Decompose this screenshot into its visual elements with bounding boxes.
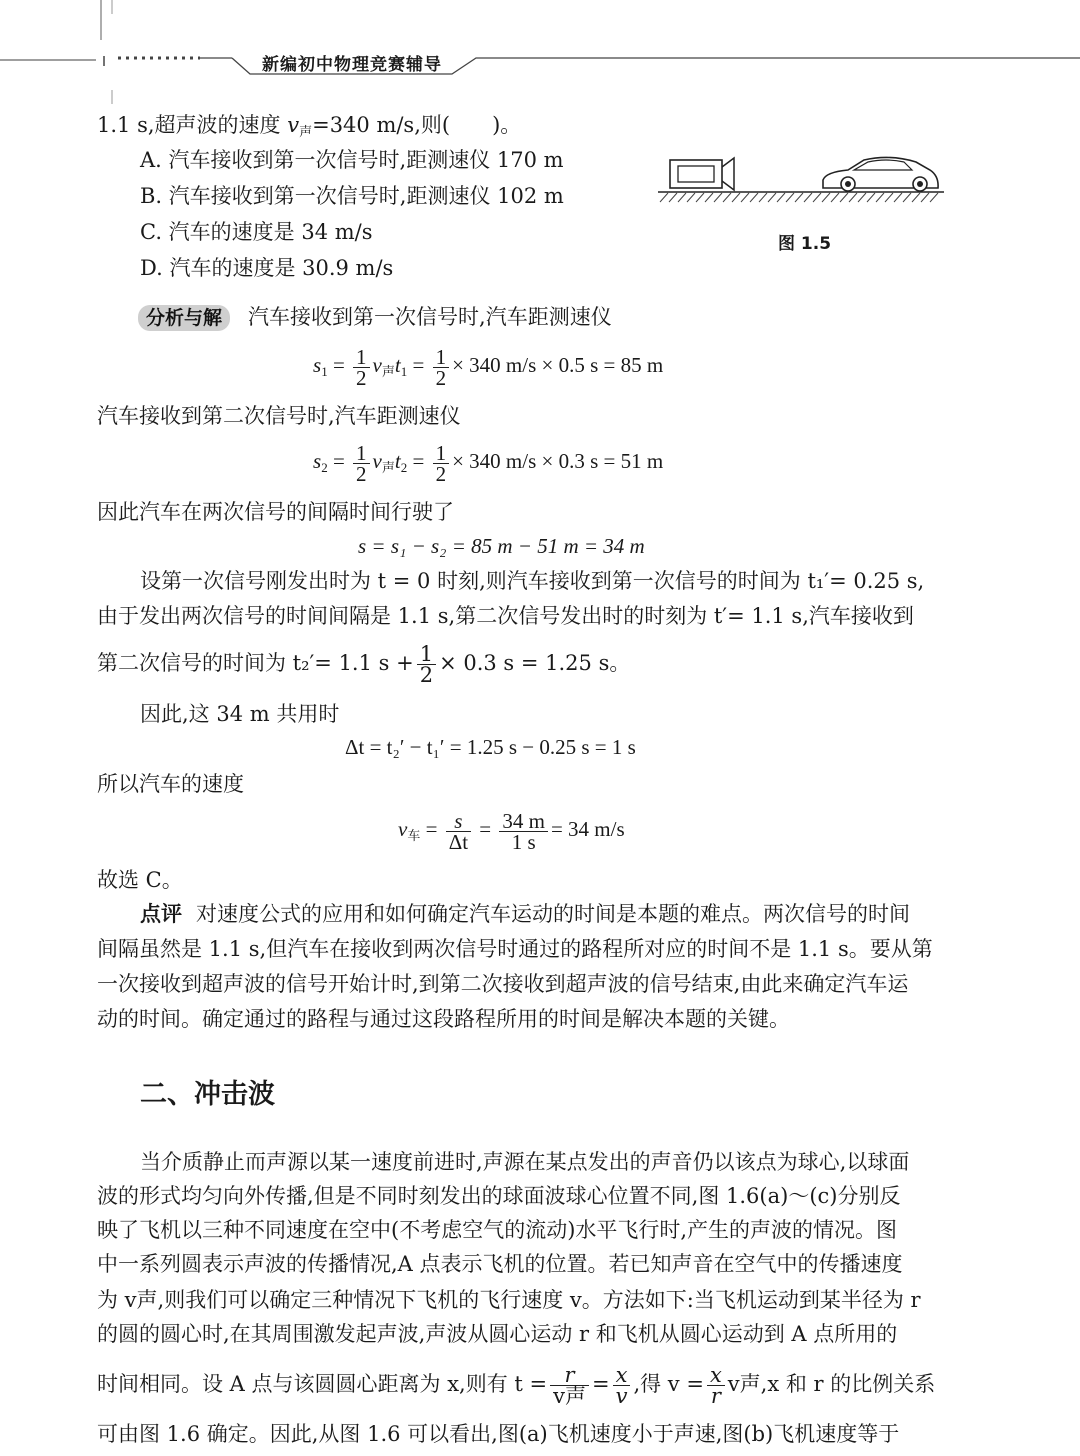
ground-hatching bbox=[660, 193, 938, 202]
fraction: $\frac{1}{2}$ bbox=[433, 347, 450, 388]
line-second-signal: 汽车接收到第二次信号时,汽车距测速仪 bbox=[97, 404, 461, 428]
body-line: 为 v声,则我们可以确定三种情况下飞机的飞行速度 v。方法如下:当飞机运动到某半径为 r bbox=[97, 1288, 921, 1312]
line-total-time: 因此,这 34 m 共用时 bbox=[140, 702, 340, 726]
option-c: C. 汽车的速度是 34 m/s bbox=[140, 220, 373, 244]
body-line: 中一系列圆表示声波的传播情况,A 点表示飞机的位置。若已知声音在空气中的传播速度 bbox=[97, 1252, 903, 1276]
equation-delta-t: Δt = t₂′ − t₁′ = 1.25 s − 0.25 s = 1 s bbox=[345, 735, 636, 759]
header-rule bbox=[0, 0, 1080, 110]
fraction: $\frac{r}{\text{v声}}$ bbox=[550, 1365, 589, 1406]
body-line: 映了飞机以三种不同速度在空中(不考虑空气的流动)水平飞行时,产生的声波的情况。图 bbox=[97, 1218, 898, 1242]
header-title: 新编初中物理竞赛辅导 bbox=[262, 55, 442, 75]
line-car-speed: 所以汽车的速度 bbox=[97, 772, 244, 796]
answer-line: 故选 C。 bbox=[97, 868, 183, 892]
fraction: $\frac{1}{2}$ bbox=[353, 347, 370, 388]
analysis-badge: 分析与解 bbox=[138, 305, 230, 331]
fraction: $\frac{s}{\Delta t}$ bbox=[446, 811, 471, 852]
car-icon bbox=[823, 157, 938, 191]
fraction: $\frac{1}{2}$ bbox=[353, 443, 370, 484]
equation-v-car: $v_车$ = $\frac{s}{\Delta t}$ = $\frac{34 m}{1 s}$ = 34 m/s bbox=[398, 808, 625, 854]
fraction: $\frac{1}{2}$ bbox=[417, 644, 436, 685]
comment-line: 一次接收到超声波的信号开始计时,到第二次接收到超声波的信号结束,由此来确定汽车运 bbox=[97, 972, 909, 996]
body-line: 波的形式均匀向外传播,但是不同时刻发出的球面波球心位置不同,图 1.6(a)～(c)分别反 bbox=[97, 1184, 901, 1208]
option-b: B. 汽车接收到第一次信号时,距测速仪 102 m bbox=[140, 184, 564, 208]
body-line: 可由图 1.6 确定。因此,从图 1.6 可以看出,图(a)飞机速度小于声速,图(b)飞机速度等于 bbox=[97, 1422, 900, 1446]
body-line: 当介质静止而声源以某一速度前进时,声源在某点发出的声音仍以该点为球心,以球面 bbox=[140, 1150, 910, 1174]
figure-caption: 图 1.5 bbox=[778, 234, 832, 254]
paragraph-line: 设第一次信号刚发出时为 t = 0 时刻,则汽车接收到第一次信号的时间为 t₁′= 0.25 s, bbox=[140, 569, 925, 593]
line-interval: 因此汽车在两次信号的间隔时间行驶了 bbox=[97, 500, 454, 524]
equation-s: s = s₁ − s₂ = 85 m − 51 m = 34 m bbox=[358, 534, 645, 558]
fraction: $\frac{x}{v}$ bbox=[613, 1365, 631, 1406]
equation-s2: $s_2$ = $\frac{1}{2}$ $v_声t_2$ = $\frac{1}{2}$ × 340 m/s × 0.3 s = 51 m bbox=[313, 440, 664, 486]
comment-line: 间隔虽然是 1.1 s,但汽车在接收到两次信号时通过的路程所对应的时间不是 1.1 s。要从第 bbox=[97, 937, 933, 961]
analysis-intro: 分析与解 汽车接收到第一次信号时,汽车距测速仪 bbox=[138, 303, 612, 331]
comment-line: 动的时间。确定通过的路程与通过这段路程所用的时间是解决本题的关键。 bbox=[97, 1007, 790, 1031]
equation-s1: $s_1$ = $\frac{1}{2}$ $v_声t_1$ = $\frac{1}{2}$ × 340 m/s × 0.5 s = 85 m bbox=[313, 344, 664, 390]
question-stem: 1.1 s,超声波的速度 $v_声=340$ m/s,则( )。 bbox=[97, 113, 522, 140]
body-line: 的圆的圆心时,在其周围激发起声波,声波从圆心运动 r 和飞机从圆心运动到 A 点所用的 bbox=[97, 1322, 898, 1346]
option-d: D. 汽车的速度是 30.9 m/s bbox=[140, 256, 394, 280]
fraction: $\frac{x}{r}$ bbox=[707, 1365, 725, 1406]
paragraph-line: 第二次信号的时间为 t₂′= 1.1 s + $\frac{1}{2}$ × 0.3 s = 1.25 s。 bbox=[97, 642, 631, 687]
section-title: 二、冲击波 bbox=[140, 1079, 275, 1110]
comment-line: 点评 对速度公式的应用和如何确定汽车运动的时间是本题的难点。两次信号的时间 bbox=[140, 902, 910, 926]
body-formula-line: 时间相同。设 A 点与该圆圆心距离为 x,则有 t = $\frac{r}{\text{v声}}$ = $\frac{x}{v}$ ,得 v = $\frac{x}{r}$ v声,x 和 r 的比例关系 bbox=[97, 1363, 936, 1408]
comment-label: 点评 bbox=[140, 902, 182, 926]
fraction: $\frac{34 m}{1 s}$ bbox=[499, 811, 548, 852]
option-a: A. 汽车接收到第一次信号时,距测速仪 170 m bbox=[140, 148, 564, 172]
speed-meter-icon bbox=[670, 158, 734, 190]
fraction: $\frac{1}{2}$ bbox=[433, 443, 450, 484]
paragraph-line: 由于发出两次信号的时间间隔是 1.1 s,第二次信号发出时的时刻为 t′= 1.1 s,汽车接收到 bbox=[97, 604, 914, 628]
figure-1-5 bbox=[650, 150, 950, 212]
